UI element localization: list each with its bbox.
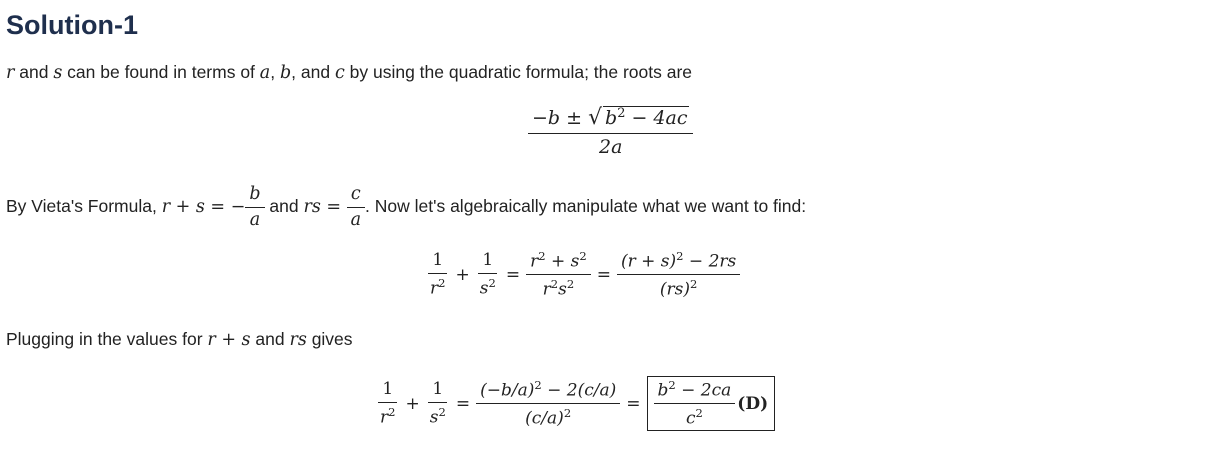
var-s: s <box>53 63 63 83</box>
var-a: a <box>259 63 271 83</box>
quadratic-formula <box>528 106 693 158</box>
quadratic-numerator: −b ± √ $b^2 - 4ac$ <box>528 106 693 134</box>
intro-text-4: by using the quadratic formula; the roots are <box>344 62 693 82</box>
plugging-and: and <box>250 329 290 349</box>
vieta-and: and <box>264 196 304 216</box>
vieta-eq-neg: = − <box>204 197 246 217</box>
vieta-frac2-num: c <box>347 185 365 208</box>
vieta-eq2: = <box>320 197 347 217</box>
vieta-tail: . Now let's algebraically manipulate what we want to find: <box>365 196 807 216</box>
intro-text-1: and <box>14 62 54 82</box>
manipulation-equation: $\frac{1}{r^2}$ + $\frac{1}{s^2}$ = $\frac{r^2 + s^2}{r^2s^2}$ = $\frac{(r + s)^2 - 2rs}{(rs)^2}$ <box>426 250 740 299</box>
var-r: r <box>6 63 15 83</box>
quadratic-denominator: 2a <box>599 136 623 159</box>
plugging-lead: Plugging in the values for <box>6 329 208 349</box>
vieta-frac1-num: b <box>245 185 264 208</box>
vieta-lead: By Vieta's Formula, <box>6 196 162 216</box>
final-equation: $\frac{1}{r^2}$ + $\frac{1}{s^2}$ = $\frac{(-b/a)^2 - 2(c/a)}{(c/a)^2}$ = $\frac{b^2 - 2ca}{c^2}$ (D) <box>376 376 775 431</box>
plugging-prod: rs <box>289 330 307 350</box>
intro-text-3: , and <box>291 62 335 82</box>
answer-label: (D) <box>737 393 769 414</box>
plugging-tail: gives <box>306 329 353 349</box>
answer-box: $\frac{b^2 - 2ca}{c^2}$ (D) <box>647 376 776 431</box>
var-c: c <box>334 63 345 83</box>
page-title: Solution-1 <box>6 10 138 40</box>
vieta-frac2-den: a <box>350 209 362 230</box>
vieta-sum: r + s <box>161 197 205 217</box>
intro-comma: , <box>270 62 280 82</box>
plugging-paragraph <box>6 329 353 350</box>
vieta-prod: rs <box>303 197 321 217</box>
intro-paragraph <box>6 62 692 83</box>
vieta-frac1-den: a <box>249 209 261 230</box>
plugging-sum: r + s <box>207 330 251 350</box>
vieta-paragraph <box>6 180 806 233</box>
var-b: b <box>279 63 292 83</box>
intro-text-2: can be found in terms of <box>62 62 260 82</box>
